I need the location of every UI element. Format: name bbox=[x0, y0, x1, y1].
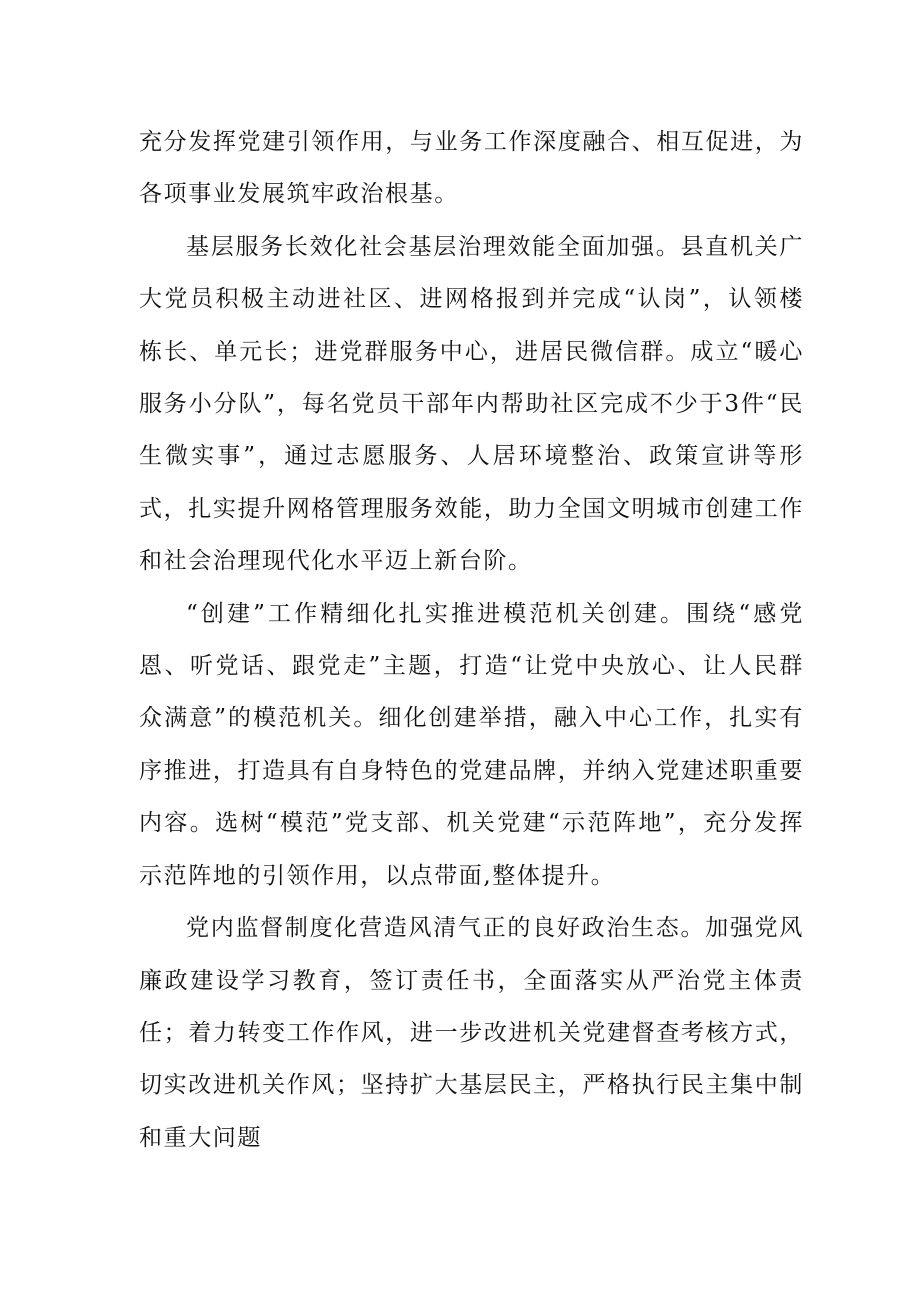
paragraph-3: “创建”工作精细化扎实推进模范机关创建。围绕“感党恩、听党话、跟党走”主题，打造“让党中央放心、让人民群众满意”的模范机关。细化创建举措，融入中心工作，扎实有序推进，打造具有自身特色的党建品牌，并纳入党建述职重要内容。选树“模范”党支部、机关党建“示范阵地”，充分发挥示范阵地的引领作用，以点带面,整体提升。 bbox=[139, 600, 804, 889]
document-body bbox=[139, 116, 804, 1164]
paragraph-2: 基层服务长效化社会基层治理效能全面加强。县直机关广大党员积极主动进社区、进网格报到并完成“认岗”，认领楼栋长、单元长；进党群服务中心，进居民微信群。成立“暖心服务小分队”，每名党员干部年内帮助社区完成不少于3件“民生微实事”，通过志愿服务、人居环境整治、政策宣讲等形式，扎实提升网格管理服务效能，助力全国文明城市创建工作和社会治理现代化水平迈上新台阶。 bbox=[139, 233, 804, 575]
paragraph-4: 党内监督制度化营造风清气正的良好政治生态。加强党风廉政建设学习教育，签订责任书，全面落实从严治党主体责任；着力转变工作作风，进一步改进机关党建督查考核方式，切实改进机关作风；坚持扩大基层民主，严格执行民主集中制和重大问题 bbox=[139, 915, 804, 1151]
paragraph-1: 充分发挥党建引领作用，与业务工作深度融合、相互促进，为各项事业发展筑牢政治根基。 bbox=[139, 129, 804, 208]
